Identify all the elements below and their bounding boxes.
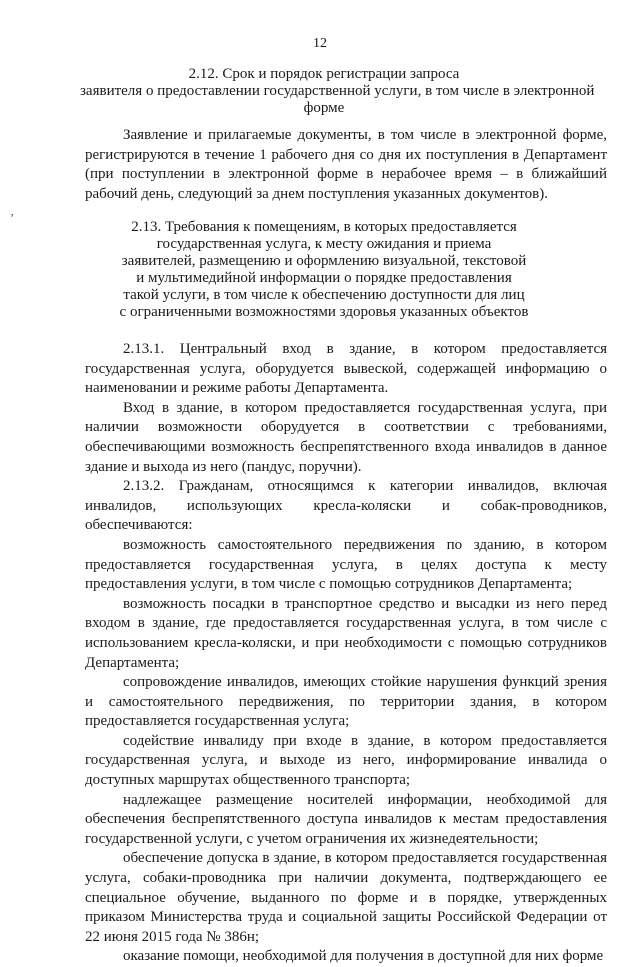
body-paragraph: содействие инвалиду при входе в здание, в котором предоставляется государственная услуга, и выходе из него, информирование инвалида о доступных маршрутах общественного транспорта; [85,732,607,789]
heading-line: 2.12. Срок и порядок регистрации запроса [188,66,460,82]
body-paragraph: сопровождение инвалидов, имеющих стойкие нарушения функций зрения и самостоятельного передвижения, по территории здания, в котором предоставляется государственная услуга; [85,674,607,730]
heading-line: форме [303,100,345,116]
stray-mark: ‚ [10,204,14,218]
heading-line: 2.13. Требования к помещениям, в которых предоставляется [131,219,517,235]
body-paragraph: Вход в здание, в котором предоставляется государственная услуга, при наличии возможности оборудуется в соответствии с требованиями, обеспечивающими возможность беспрепятственного входа инвалидов в данное здание и выхода из него (пандус, поручни). [85,399,607,475]
body-paragraph: надлежащее размещение носителей информации, необходимой для обеспечения беспрепятственного доступа инвалидов к местам предоставления государственной услуги, с учетом ограничения их жизнедеятельности; [85,791,607,847]
body-paragraph: возможность самостоятельного передвижения по зданию, в котором предоставляется государственная услуга, в целях доступа к месту предоставления услуги, в том числе с помощью сотрудников Департамента; [85,536,607,593]
body-paragraph: возможность посадки в транспортное средство и высадки из него перед входом в здание, где предоставляется государственная услуга, в том числе с использованием кресла-коляски, и при необходимости с помощью сотрудников Департамента; [85,595,607,671]
section-2-13-body [85,340,607,967]
heading-line: государственная услуга, к месту ожидания и приема [156,236,492,252]
heading-line: такой услуги, в том числе к обеспечению доступности для лиц [123,287,525,303]
body-paragraph: оказание помощи, необходимой для получения в доступной для них форме [123,948,604,965]
heading-line: с ограниченными возможностями здоровья указанных объектов [119,304,529,320]
body-paragraph: обеспечение допуска в здание, в котором предоставляется государственная услуга, собаки-проводника при наличии документа, подтверждающего ее специальное обучение, выданного по форме и в порядке, утвержденных приказом Министерства труда и социальной защиты Российской Федерации от 22 июня 2015 года № 386н; [85,850,607,945]
heading-line: заявителей, размещению и оформлению визуальной, текстовой [121,253,527,269]
heading-line: заявителя о предоставлении государственной услуги, в том числе в электронной [80,83,595,99]
section-2-13-heading [80,219,568,321]
section-2-12-heading [80,66,595,117]
registration-paragraph: Заявление и прилагаемые документы, в том числе в электронной форме, регистрируются в течение 1 рабочего дня со дня их поступления в Департамент (при поступлении в электронной форме в нерабочее время – в ближайший рабочий день, следующий за днем поступления указанных документов). [85,127,607,202]
page-number: 12 [313,36,327,51]
body-paragraph: 2.13.2. Гражданам, относящимся к категории инвалидов, включая инвалидов, использующих кресла-коляски и собак-проводников, обеспечиваются: [85,478,607,534]
heading-line: и мультимедийной информации о порядке предоставления [136,270,512,286]
body-paragraph: 2.13.1. Центральный вход в здание, в котором предоставляется государственная услуга, оборудуется вывеской, содержащей информацию о наименовании и режиме работы Департамента. [85,341,607,397]
